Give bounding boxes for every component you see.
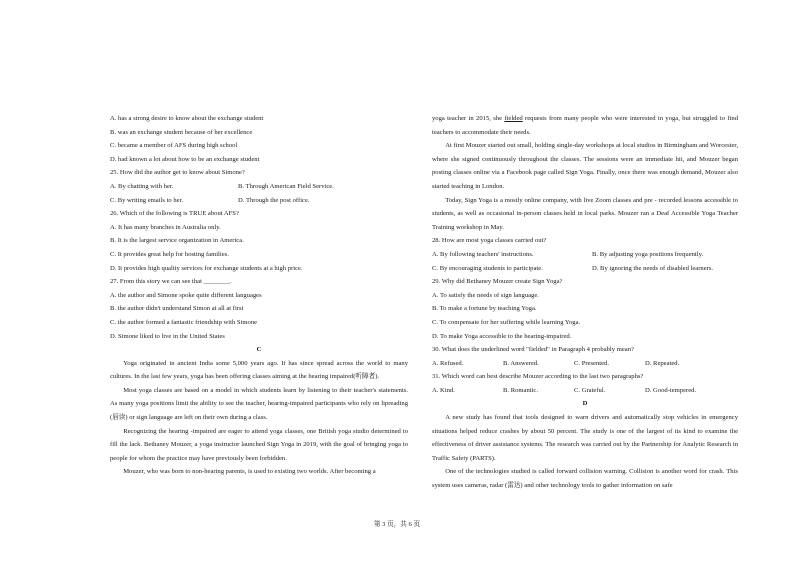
q28-option-b: B. By adjusting yoga positions frequently. — [592, 250, 704, 258]
q27-option-d: D. Simone liked to live in the United States — [110, 332, 225, 340]
passage-c-paragraph-1: Yoga originated in ancient India some 5,000 years ago. It has since spread across the world to many cultures. In the last few years, yoga has been offering classes aiming at the hearing impaired(听障者). — [110, 359, 408, 381]
q28-options-row-2 — [432, 262, 738, 276]
q28-options-row-1 — [432, 248, 738, 262]
q25-option-d: D. Through the post office. — [238, 196, 310, 204]
q30-option-a: A. Refused. — [432, 359, 464, 367]
q31-option-d: D. Good-tempered. — [645, 386, 697, 394]
q30-option-d: D. Repeated. — [645, 359, 680, 367]
passage-c-paragraph-4: Mouzer, who was born to non-hearing parents, is used to existing two worlds. After becoming a — [123, 468, 376, 476]
q31-option-c: C. Grateful. — [574, 386, 606, 394]
q25-options-row-2 — [110, 194, 408, 208]
q24-option-a: A. has a strong desire to know about the exchange student — [110, 115, 264, 122]
underlined-word-fielded: fielded — [504, 115, 523, 122]
left-column — [110, 112, 408, 479]
section-c-heading: C — [256, 346, 262, 354]
q30-stem: 30. What does the underlined word "fielded" in Paragraph 4 probably mean? — [432, 346, 634, 354]
passage-c-paragraph-6: Today, Sign Yoga is a mostly online company, with live Zoom classes and pre - recorded lessons accessible to students, as well as occasional in-person classes held in local parks. Mouzer ran a Deaf Accessible Yoga Teacher Training workshop in May. — [432, 196, 738, 231]
q29-option-b: B. To make a fortune by teaching Yoga. — [432, 305, 537, 313]
q24-option-c: C. became a member of AFS during high school — [110, 142, 238, 150]
q31-options — [432, 384, 738, 398]
q29-option-d: D. To make Yoga accessible to the hearing-impaired. — [432, 332, 572, 340]
q26-option-b: B. It is the largest service organization in America. — [110, 237, 244, 245]
q25-option-b: B. Through American Field Service. — [238, 182, 334, 190]
passage-c-paragraph-3: Recognizing the hearing -impaired are eager to attend yoga classes, one British yoga studio determined to fill the lack. Bethaney Mouzer, a yoga instructor launched Sign Yoga in 2019, with the goal of bringing yoga to people for whom the practice may have previously been forbidden. — [110, 427, 408, 462]
passage-d-paragraph-1: A new study has found that tools designed to warn drivers and automatically stop vehicles in emergency situations helped reduce crashes by about 50 percent. The study is one of the largest of its kind to examine the effectiveness of driver assistance systems. The research was carried out by the Partnership for Analytic Research in Traffic Safety (PARTS). — [432, 414, 738, 462]
q25-stem: 25. How did the author get to know about Simone? — [110, 169, 245, 177]
q24-option-d: D. had known a lot about how to be an exchange student — [110, 155, 260, 163]
q27-option-b: B. the author didn't understand Simon at all at first — [110, 305, 244, 313]
right-column — [432, 112, 738, 493]
passage-c-paragraph-5: At first Mouzer started out small, holding single-day workshops at local studios in Birmingham and Worcester, where she signed continuously throughout the classes. The sessions were an immediate hit, and Mouzer began posting classes online via a Facebook page called Sign Yoga. Finally, once there was enough demand, Mouzer also started teaching in London. — [432, 142, 738, 190]
q31-option-b: B. Romantic. — [503, 386, 538, 394]
q29-option-a: A. To satisfy the needs of sign language. — [432, 291, 539, 299]
q28-option-d: D. By ignoring the needs of disabled learners. — [592, 264, 714, 272]
q30-option-c: C. Presented. — [574, 359, 609, 367]
page-number-footer: 第 3 页，共 6 页 — [373, 521, 421, 528]
q29-stem: 29. Why did Bethaney Mouzer create Sign Yoga? — [432, 278, 563, 286]
passage-c-paragraph-4-continued — [432, 112, 738, 139]
q27-stem: 27. From this story we can see that ________. — [110, 278, 232, 286]
q26-option-c: C. It provides great help for hosting families. — [110, 250, 229, 258]
q29-option-c: C. To compensate for her suffering while learning Yoga. — [432, 318, 581, 326]
q25-option-c: C. By writing emails to her. — [110, 196, 184, 204]
q28-option-a: A. By following teachers' instructions. — [432, 250, 534, 258]
q31-stem: 31. Which word can best describe Mouzer according to the last two paragraphs? — [432, 373, 644, 381]
p4-text-b: requests from many people who were interested in yoga, but struggled to find teachers to accommodate their needs. — [432, 115, 738, 136]
q30-option-b: B. Answered. — [503, 359, 539, 367]
q30-options — [432, 357, 738, 371]
q26-option-a: A. It has many branches in Australia only. — [110, 223, 221, 231]
q26-option-d: D. It provides high quality services for exchange students at a high price. — [110, 264, 303, 272]
passage-c-paragraph-2: Most yoga classes are based on a model in which students learn by listening to their teacher's statements. As many yoga positions limit the ability to see the teacher, hearing-impaired participants who rely on lipreading (唇读) or sign language are left on their own during a class. — [110, 386, 408, 422]
p4-text-a: yoga teacher in 2015, she — [432, 115, 505, 122]
q24-option-b: B. was an exchange student because of her excellence — [110, 128, 253, 136]
q28-option-c: C. By encouraging students to participate. — [432, 264, 543, 272]
q25-option-a: A. By chatting with her. — [110, 182, 174, 190]
q28-stem: 28. How are most yoga classes carried out? — [432, 237, 547, 245]
q25-options-row-1 — [110, 180, 408, 194]
q27-option-c: C. the author formed a fantastic friendship with Simone — [110, 318, 258, 326]
section-d-heading: D — [582, 400, 588, 408]
q31-option-a: A. Kind. — [432, 386, 455, 394]
q27-option-a: A. the author and Simone spoke quite different languages — [110, 291, 262, 299]
q26-stem: 26. Which of the following is TRUE about AFS? — [110, 210, 239, 218]
passage-d-paragraph-2: One of the technologies studied is called forward collision warning. Collision is another word for crash. This system uses cameras, radar (雷达) and other technology tools to gather information on safe — [432, 468, 738, 490]
